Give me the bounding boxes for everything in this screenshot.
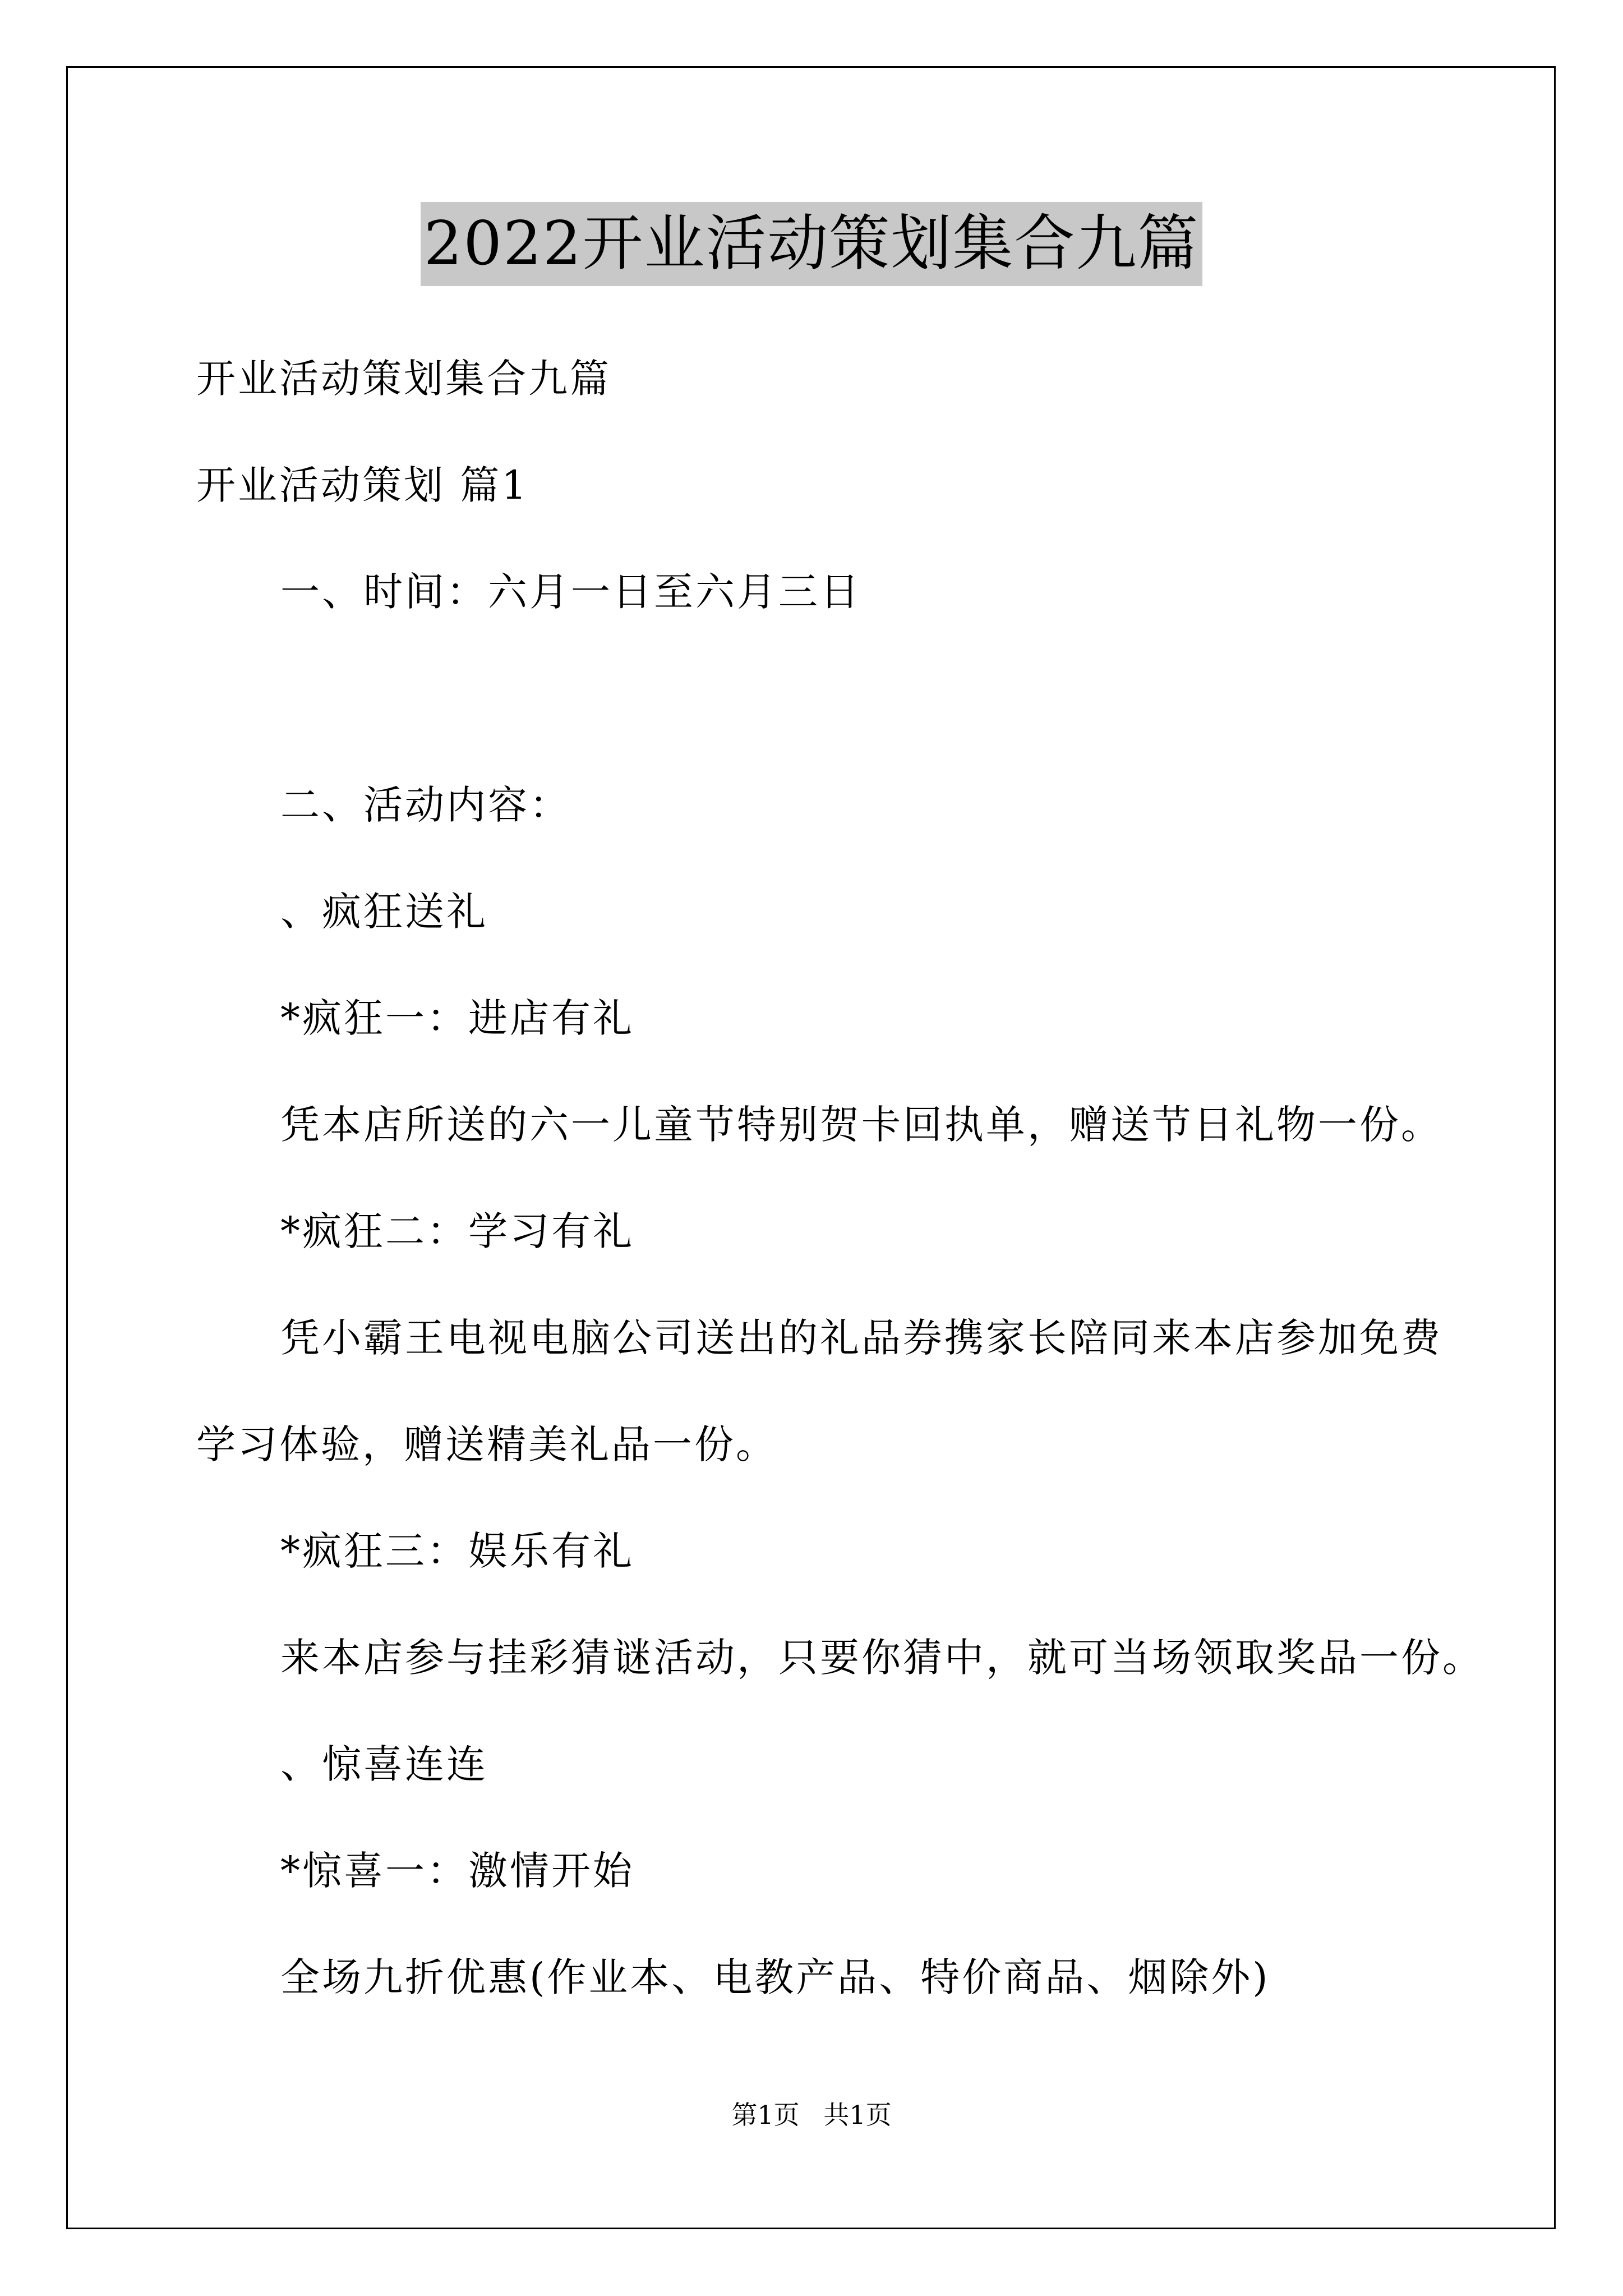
paragraph: *疯狂三：娱乐有礼 [280,1528,634,1574]
paragraph: 、惊喜连连 [280,1741,488,1787]
paragraph-continuation: 学习体验，赠送精美礼品一份。 [196,1421,777,1467]
paragraph: 、疯狂送礼 [280,889,488,935]
paragraph: 凭本店所送的六一儿童节特别贺卡回执单，赠送节日礼物一份。 [280,1102,1442,1148]
paragraph: *疯狂二：学习有礼 [280,1208,634,1254]
paragraph: 全场九折优惠(作业本、电教产品、特价商品、烟除外) [280,1954,1270,2000]
section-heading: 开业活动策划 篇1 [196,462,529,508]
paragraph: *疯狂一：进店有礼 [280,995,634,1041]
document-title: 2022开业活动策划集合九篇 [421,202,1203,286]
paragraph: 二、活动内容： [280,782,571,828]
paragraph: 凭小霸王电视电脑公司送出的礼品券携家长陪同来本店参加免费 [280,1315,1442,1361]
paragraph: *惊喜一：激情开始 [280,1848,634,1894]
title-container [0,202,1623,286]
paragraph: 来本店参与挂彩猜谜活动，只要你猜中，就可当场领取奖品一份。 [280,1635,1484,1681]
page-footer [0,2098,1623,2132]
paragraph: 一、时间：六月一日至六月三日 [280,569,861,615]
page-number: 第1页 [731,2100,800,2130]
page-total: 共1页 [823,2100,892,2130]
doc-subtitle: 开业活动策划集合九篇 [196,356,611,402]
